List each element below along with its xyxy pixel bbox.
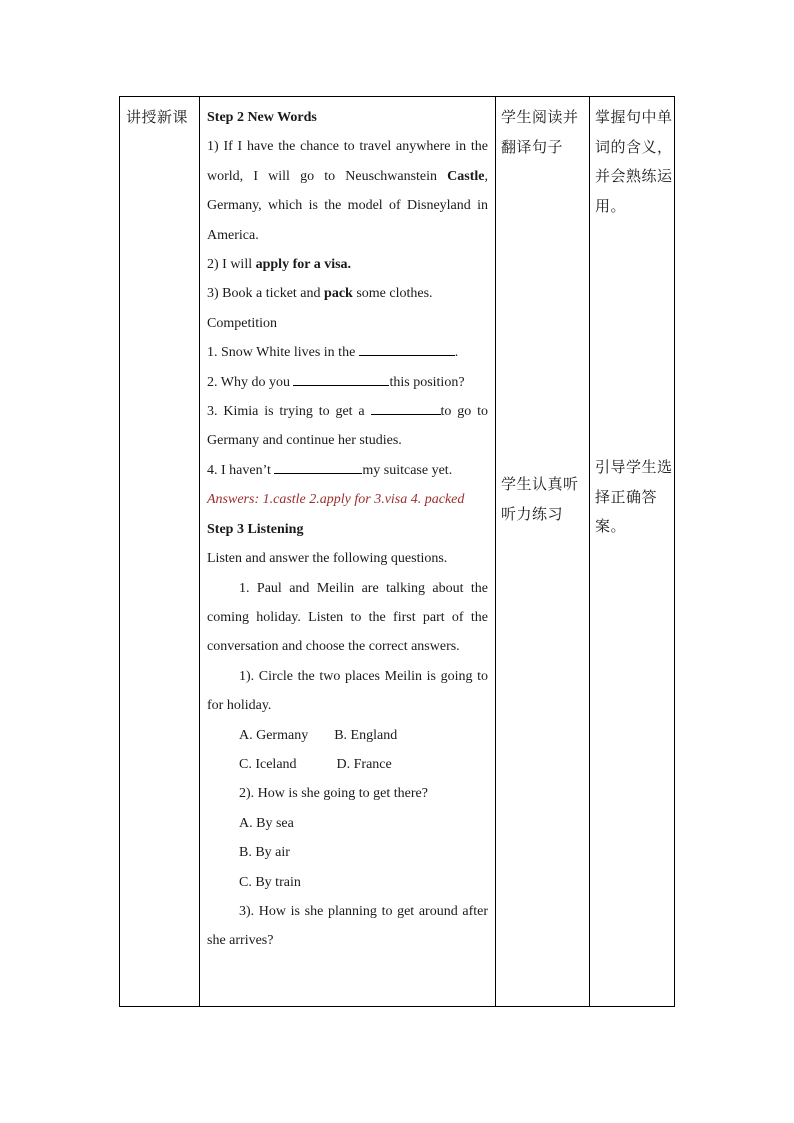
options-row-2: C. Iceland D. France xyxy=(239,756,392,772)
lesson-content xyxy=(200,97,495,956)
teaching-goal-top: 掌握句中单词的含义，并会熟练运用。 xyxy=(595,108,673,215)
options-row-1: A. Germany B. England xyxy=(239,727,398,743)
student-activity-top: 学生阅读并翻译句子 xyxy=(501,108,579,156)
step2-heading: Step 2 New Words xyxy=(207,110,317,125)
teaching-goal-cell xyxy=(590,97,675,1007)
competition-q2: 2. Why do you this position? xyxy=(207,368,488,397)
content-cell xyxy=(200,97,496,1007)
q2-option-a: A. By sea xyxy=(239,815,294,831)
stage-label: 讲授新课 xyxy=(126,108,189,126)
table-row xyxy=(120,97,675,1007)
answer-blank xyxy=(371,398,441,415)
answer-blank xyxy=(359,339,455,356)
step3-heading: Step 3 Listening xyxy=(207,521,304,537)
teaching-goal-bottom: 引导学生选择正确答案。 xyxy=(595,458,673,535)
listening-task-1: 1. Paul and Meilin are talking about the coming holiday. Listen to the first part of the conversation and choose the correct answers. xyxy=(207,580,488,655)
sentence-1: 1) If I have the chance to travel anywhere in the world, I will go to Neuschwanstein Castle, Germany, which is the model of Disneyland in America. xyxy=(207,139,488,243)
competition-q4: 4. I haven’t my suitcase yet. xyxy=(207,456,488,485)
competition-q1: 1. Snow White lives in the . xyxy=(207,338,488,367)
lesson-plan-table xyxy=(119,96,675,1007)
competition-label: Competition xyxy=(207,315,277,331)
sentence-2: 2) I will apply for a visa. xyxy=(207,257,352,273)
q2-option-b: B. By air xyxy=(239,845,290,861)
competition-q3: 3. Kimia is trying to get a to go to Germany and continue her studies. xyxy=(207,397,488,456)
student-activity-bottom: 学生认真听听力练习 xyxy=(501,475,579,523)
student-activity-cell xyxy=(496,97,590,1007)
q2-option-c: C. By train xyxy=(239,874,301,890)
listening-q1: 1). Circle the two places Meilin is going to for holiday. xyxy=(207,668,488,714)
listening-q2: 2). How is she going to get there? xyxy=(239,786,428,802)
stage-cell xyxy=(120,97,200,1007)
sentence-3: 3) Book a ticket and pack some clothes. xyxy=(207,286,433,302)
answer-blank xyxy=(274,457,362,474)
listening-intro: Listen and answer the following questions. xyxy=(207,551,448,567)
listening-q3: 3). How is she planning to get around after she arrives? xyxy=(207,903,488,949)
answer-blank xyxy=(293,369,389,386)
answers-text: Answers: 1.castle 2.apply for 3.visa 4. packed xyxy=(207,492,465,508)
